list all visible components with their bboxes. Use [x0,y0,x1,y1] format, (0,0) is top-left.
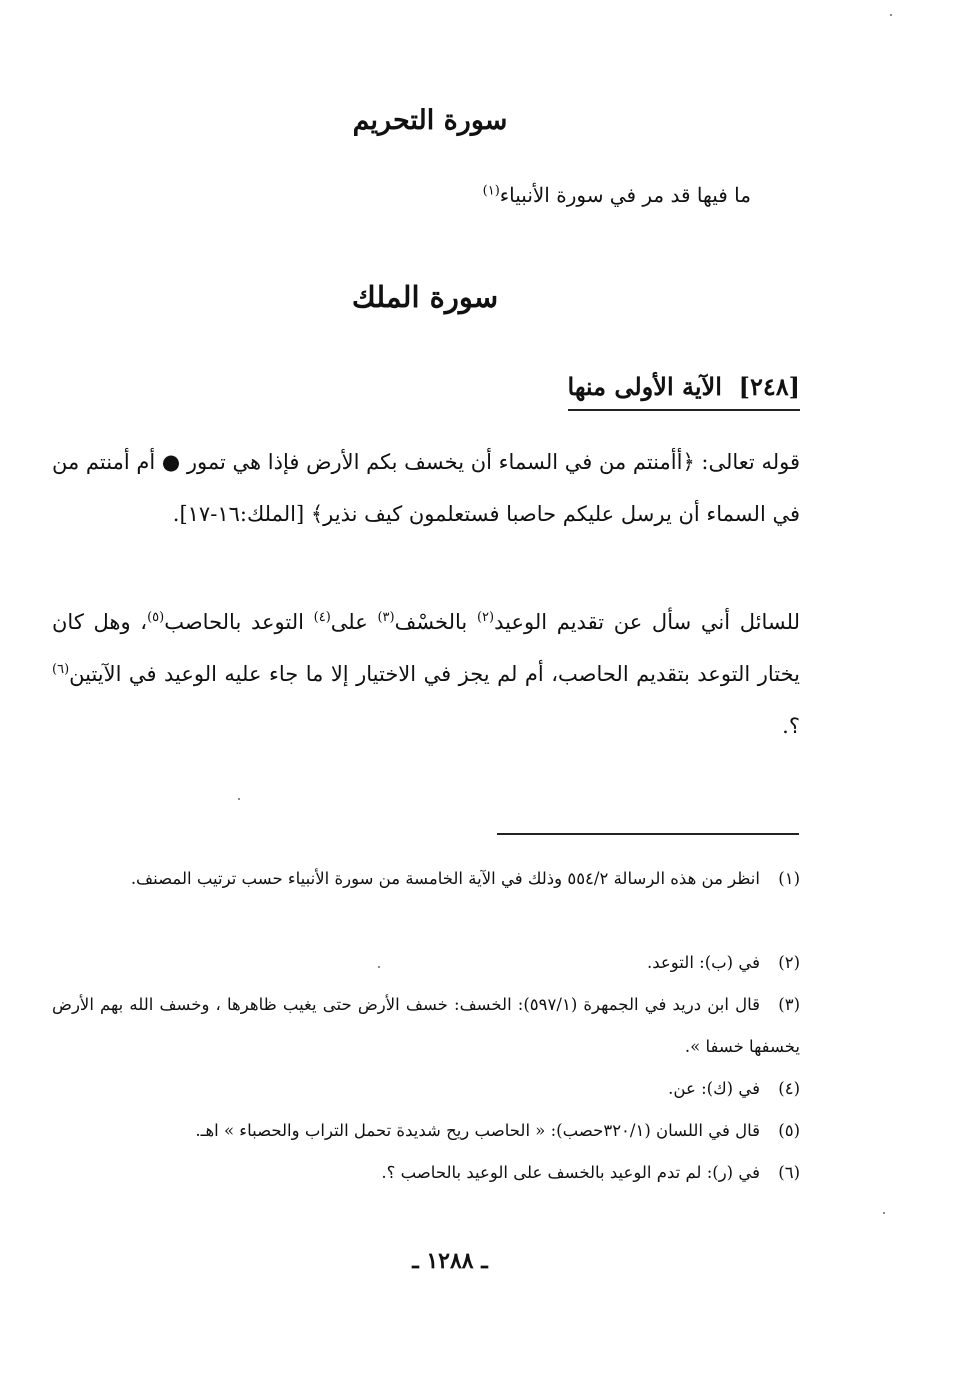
surah-title-mulk: سورة الملك [351,280,499,314]
question-text-part: للسائل أني سأل عن تقديم الوعيد [494,610,800,634]
note-line [483,183,751,207]
footnote-4 [52,1068,800,1110]
scan-speck [890,14,892,16]
footnote-5 [52,1110,800,1152]
surah-title-tahrim: سورة التحريم [352,105,508,136]
question-paragraph [52,596,800,752]
footnote-6 [52,1152,800,1194]
question-text-part: على [330,610,378,634]
scan-speck [378,966,380,968]
footnote-text: قال في اللسان (٣٢٠/١حصب): « الحاصب ريح شديدة تحمل التراب والحصباء » اهـ. [195,1121,760,1140]
footnote-2 [52,942,800,984]
footnote-number: (٦) [778,1163,800,1182]
footnote-ref-3: (٣) [377,610,395,625]
footnote-text: في (ب): التوعد. [647,953,760,972]
scan-speck [238,798,240,800]
footnote-text: قال ابن دريد في الجمهرة (٥٩٧/١): الخسف: خسف الأرض حتى يغيب ظاهرها ، وخسف الله بهم الأرض يخسفها خسفا ». [52,995,800,1056]
footnote-text: في (ر): لم تدم الوعيد بالخسف على الوعيد بالحاصب ؟. [381,1163,760,1182]
footnote-separator [497,833,799,835]
section-title: الآية الأولى منها [567,372,722,401]
footnote-ref-5: (٥) [147,610,165,625]
footnote-number: (٤) [778,1079,800,1098]
question-text-part: بالخسْف [394,610,477,634]
question-text-part: ؟. [782,714,800,738]
footnote-1 [52,858,800,900]
footnote-number: (٢) [778,953,800,972]
footnote-ref-1: (١) [482,183,500,199]
section-number: [٢٤٨] [738,372,800,401]
footnote-number: (٣) [778,995,800,1014]
scan-speck [883,1212,885,1214]
footnote-3 [52,984,800,1068]
question-text-part: ، وهل كان يختار التوعد بتقديم الحاصب، أم لم يجز في الاختيار إلا ما جاء عليه الوعيد في الآيتين [52,610,800,686]
footnote-ref-6: (٦) [52,662,70,677]
footnote-number: (٥) [778,1121,800,1140]
question-text-part: التوعد بالحاصب [164,610,314,634]
quran-verse-paragraph: قوله تعالى: ﴿أأمنتم من في السماء أن يخسف بكم الأرض فإذا هي تمور ● أم أمنتم من في السماء أن يرسل عليكم حاصبا فستعلمون كيف نذير﴾ [الملك:١٦-١٧]. [52,450,800,526]
note-line-text: ما فيها قد مر في سورة الأنبياء [499,183,751,207]
footnote-text: في (ك): عن. [668,1079,760,1098]
page-number: ـ ١٢٨٨ ـ [412,1248,488,1274]
footnote-number: (١) [778,869,800,888]
footnote-ref-2: (٢) [476,610,495,625]
footnote-text: انظر من هذه الرسالة ٥٥٤/٢ وذلك في الآية الخامسة من سورة الأنبياء حسب ترتيب المصنف. [130,869,760,888]
footnote-ref-4: (٤) [313,610,331,625]
section-heading [568,372,800,411]
